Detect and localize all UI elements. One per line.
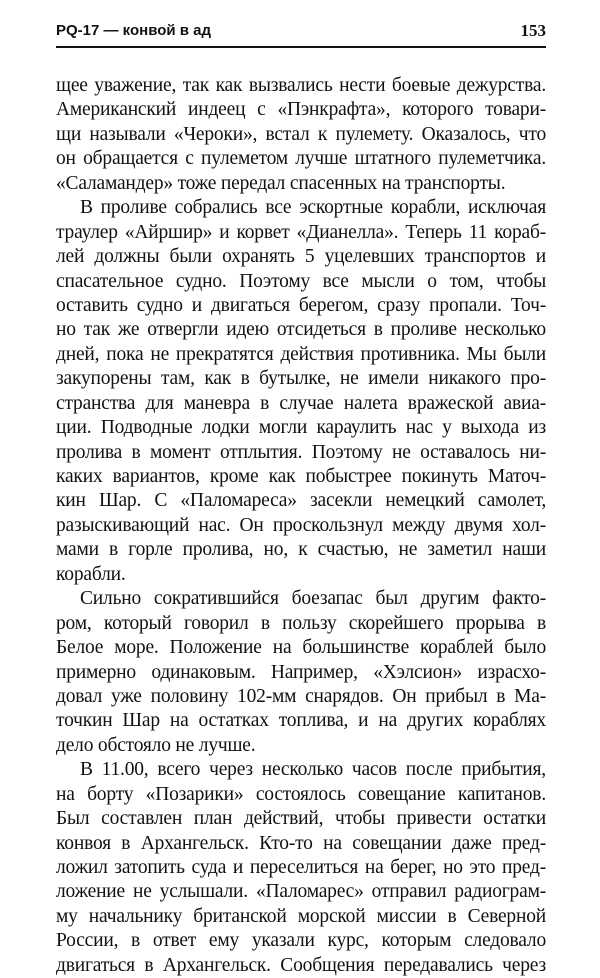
text-line: В 11.00, всего через несколько часов после прибытия, [80, 759, 546, 781]
paragraph [56, 196, 546, 587]
text-line: мами в горле пролива, но, к счастью, не заметил наши [56, 539, 546, 561]
text-line: каких вариантов, кроме как побыстрее покинуть Маточ- [56, 466, 546, 487]
text-line: ции. Подводные лодки могли караулить нас у выхода из [56, 417, 546, 439]
page-body [56, 74, 546, 978]
text-line: довал уже половину 102-мм снарядов. Он прибыл в Ма- [56, 685, 546, 707]
text-line: ром, который говорил в пользу скорейшего прорыва в [56, 612, 546, 634]
text-line: странства для маневра в случае налета вражеской авиа- [56, 392, 546, 414]
text-line: конвоя в Архангельск. Кто-то на совещании даже пред- [56, 832, 546, 854]
text-line: лей должны были охранять 5 уцелевших транспортов и [56, 246, 546, 268]
text-line: му начальнику британской морской миссии в Северной [56, 905, 546, 927]
text-line: дней, пока не прекратятся действия противника. Мы были [56, 343, 546, 365]
text-line: на борту «Позарики» состоялось совещание капитанов. [56, 783, 546, 805]
text-line: примерно одинаковым. Например, «Хэлсион» израсхо- [56, 661, 546, 683]
text-line: точкин Шар на остатках топлива, и на других кораблях [56, 710, 546, 732]
page-number: 153 [520, 21, 546, 40]
text-line: Белое море. Положение на большинстве кораблей было [56, 637, 546, 659]
paragraph [56, 587, 546, 758]
text-line: спасательное судно. Поэтому все мысли о том, чтобы [56, 270, 546, 292]
text-line: оставить судно и двигаться берегом, сразу пропали. Точ- [56, 294, 546, 316]
text-line: пролива в момент отплытия. Поэтому не оставалось ни- [56, 441, 546, 463]
text-line: В проливе собрались все эскортные корабли, исключая [80, 197, 546, 219]
text-line: траулер «Айршир» и корвет «Дианелла». Теперь 11 кораб- [56, 221, 546, 243]
text-line: разыскивающий нас. Он проскользнул между двумя хол- [56, 514, 546, 536]
text-line: двигаться в Архангельск. Сообщения передавались через [56, 954, 546, 976]
text-line: Сильно сократившийся боезапас был другим факто- [80, 588, 546, 610]
text-line: щее уважение, так как вызвались нести боевые дежурства. [56, 75, 546, 96]
text-line: России, в ответ ему указали курс, которым следовало [56, 930, 546, 952]
paragraph [56, 758, 546, 978]
text-line: Был составлен план действий, чтобы привести остатки [56, 808, 546, 830]
text-line: он обращается с пулеметом лучше штатного пулеметчика. [56, 148, 546, 170]
running-title: PQ-17 — конвой в ад [56, 22, 212, 39]
paragraph [56, 74, 546, 196]
text-line: щи называли «Чероки», встал к пулемету. Оказалось, что [56, 123, 546, 145]
text-line: но так же отвергли идею отсидеться в проливе несколько [56, 319, 546, 341]
text-line: корабли. [56, 563, 126, 585]
text-line: закупорены там, как в бутылке, не имели никакого про- [56, 368, 546, 390]
text-line: ложение не услышали. «Паломарес» отправил радиограм- [56, 881, 546, 903]
text-line: Американский индеец с «Пэнкрафта», которого товари- [56, 99, 546, 121]
page-header [56, 18, 546, 48]
text-line: кин Шар. С «Паломареса» засекли немецкий самолет, [56, 490, 546, 512]
text-line: «Саламандер» тоже передал спасенных на транспорты. [56, 172, 506, 194]
text-line: ложил затопить суда и переселиться на берег, но это пред- [56, 857, 546, 878]
text-line: дело обстояло не лучше. [56, 734, 256, 756]
